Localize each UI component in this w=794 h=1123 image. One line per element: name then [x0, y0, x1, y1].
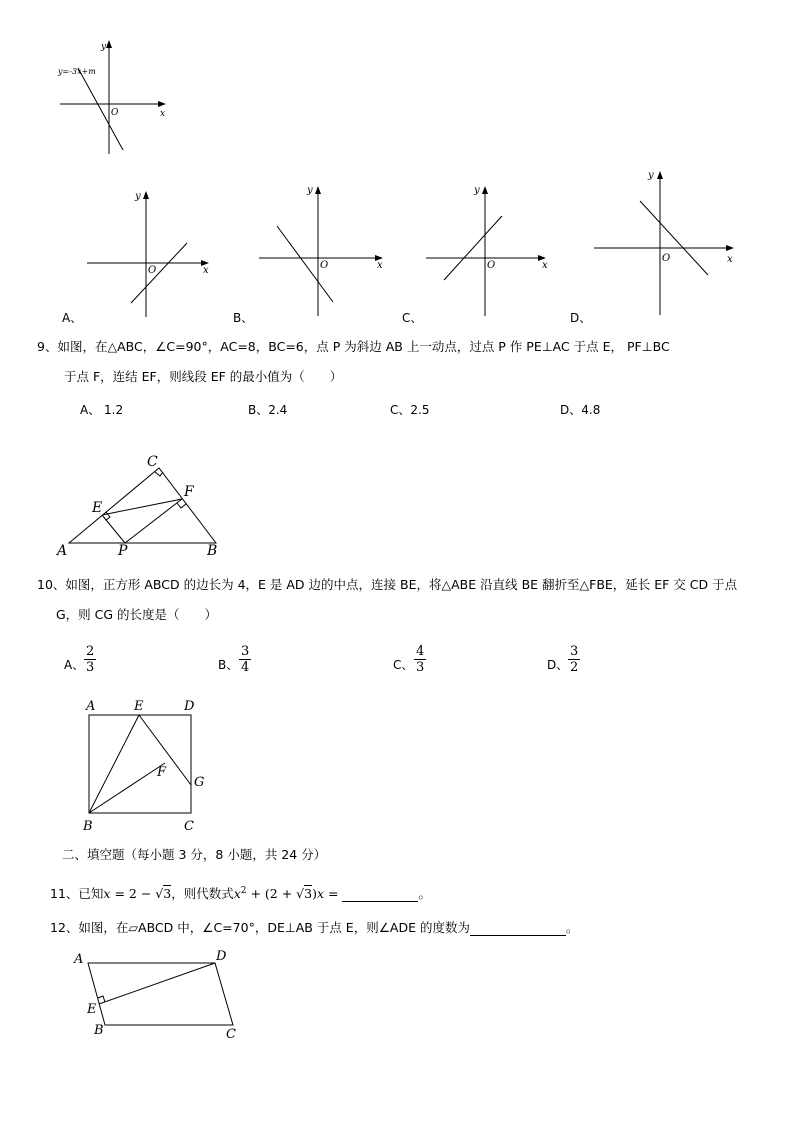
q10-option-a-den: 3 — [86, 660, 95, 675]
q11-radicand: 3 — [163, 886, 172, 902]
q9-label-a: A — [57, 543, 68, 559]
q11-prefix: 11、已知 — [50, 886, 104, 902]
q10-option-a-fraction — [84, 644, 96, 675]
option-b-origin: O — [320, 260, 329, 271]
q11-eq: = 2 − — [110, 886, 156, 902]
option-b-x-label: x — [377, 260, 383, 271]
option-c-label: C、 — [402, 311, 423, 325]
option-d-origin: O — [662, 253, 671, 264]
q12-label-b: B — [94, 1023, 104, 1038]
option-a-origin: O — [148, 265, 157, 276]
option-a-y-label: y — [135, 191, 141, 202]
q8-option-b-graph — [255, 180, 390, 320]
q10-label-e: E — [134, 699, 144, 714]
q12-answer-blank[interactable] — [470, 923, 566, 936]
q10-option-c-label: C、 — [393, 658, 414, 672]
q11-expr-c: ) — [312, 886, 317, 902]
option-d-label: D、 — [570, 311, 592, 325]
q12-parallelogram-figure — [68, 945, 248, 1050]
q12-label-a: A — [74, 952, 84, 967]
q10-option-d-num: 3 — [570, 644, 579, 659]
reference-equation: y=-3x+m — [58, 67, 96, 76]
q10-label-a: A — [86, 699, 96, 714]
q12-suffix: 。 — [565, 920, 579, 935]
q10-option-d-label: D、 — [547, 658, 569, 672]
q10-option-b-num: 3 — [241, 644, 250, 659]
option-c-x-label: x — [542, 260, 548, 271]
q9-text-line2: 于点 F，连结 EF，则线段 EF 的最小值为（ ） — [64, 369, 343, 384]
q12-label-c: C — [226, 1027, 236, 1042]
q11-expr-eq: = — [324, 886, 343, 902]
q11-sup: 2 — [240, 886, 247, 896]
q10-label-d: D — [184, 699, 195, 714]
q9-option-c: C、2.5 — [390, 403, 430, 417]
q10-text-line2: G，则 CG 的长度是（ ） — [56, 607, 218, 622]
q12-text: 12、如图，在▱ABCD 中，∠C=70°，DE⊥AB 于点 E，则∠ADE 的度数为 — [50, 920, 470, 935]
q8-option-c-graph — [424, 180, 559, 320]
option-d-x-label: x — [727, 254, 733, 265]
q10-text-line1: 10、如图，正方形 ABCD 的边长为 4，E 是 AD 边的中点，连接 BE，将△ABE 沿直线 BE 翻折至△FBE，延长 EF 交 CD 于点 — [37, 577, 738, 592]
q11-line — [50, 883, 431, 902]
sqrt-icon: √ — [296, 886, 305, 902]
q10-label-g: G — [194, 775, 205, 790]
q10-option-a-num: 2 — [86, 644, 95, 659]
q10-option-b-label: B、 — [218, 658, 239, 672]
reference-y-label: y — [101, 42, 107, 52]
option-c-y-label: y — [474, 185, 480, 196]
q9-option-a: A、 1.2 — [80, 403, 124, 417]
q9-label-c: C — [147, 454, 158, 470]
q10-option-b-fraction — [239, 644, 251, 675]
q9-label-b: B — [207, 543, 218, 559]
q11-x: x — [103, 886, 111, 902]
q12-label-d: D — [216, 949, 227, 964]
q11-answer-blank[interactable] — [342, 889, 418, 902]
q11-radicand2: 3 — [304, 886, 313, 902]
q10-label-b: B — [83, 819, 93, 834]
q10-label-f: F — [157, 765, 167, 780]
option-b-label: B、 — [233, 311, 254, 325]
q10-option-d-den: 2 — [570, 660, 579, 675]
sqrt-icon: √ — [155, 886, 164, 902]
q9-label-e: E — [92, 500, 103, 516]
option-d-y-label: y — [648, 170, 654, 181]
q9-label-p: P — [118, 543, 128, 559]
q11-expr-a: x — [233, 886, 241, 902]
q10-label-c: C — [184, 819, 194, 834]
q12-line — [50, 920, 578, 936]
q11-expr-b: + (2 + — [246, 886, 297, 902]
q10-option-c-fraction — [414, 644, 426, 675]
q9-option-b: B、2.4 — [248, 403, 288, 417]
option-a-label: A、 — [62, 311, 83, 325]
option-b-y-label: y — [307, 185, 313, 196]
q12-label-e: E — [87, 1002, 97, 1017]
q8-option-a-graph — [85, 185, 220, 320]
reference-x-label: x — [160, 109, 166, 119]
q10-square-figure — [78, 695, 213, 835]
option-c-origin: O — [487, 260, 496, 271]
q9-triangle-figure — [55, 450, 230, 560]
q11-expr-x: x — [316, 886, 325, 902]
section2-heading: 二、填空题（每小题 3 分，8 小题，共 24 分） — [62, 847, 327, 862]
q9-text-line1: 9、如图，在△ABC，∠C=90°，AC=8，BC=6，点 P 为斜边 AB 上一动点，过点 P 作 PE⊥AC 于点 E， PF⊥BC — [37, 339, 670, 354]
q10-option-c-num: 4 — [416, 644, 425, 659]
q11-mid: ，则代数式 — [171, 886, 234, 902]
q8-reference-graph — [50, 40, 180, 160]
q10-option-c-den: 3 — [416, 660, 425, 675]
q9-label-f: F — [184, 484, 194, 500]
q10-option-b-den: 4 — [241, 660, 250, 675]
reference-origin-label: O — [111, 108, 119, 118]
option-a-x-label: x — [203, 265, 209, 276]
q11-suffix: 。 — [418, 886, 431, 902]
q10-option-d-fraction — [568, 644, 580, 675]
q8-option-d-graph — [592, 165, 742, 320]
q9-option-d: D、4.8 — [560, 403, 601, 417]
q10-option-a-label: A、 — [64, 658, 85, 672]
